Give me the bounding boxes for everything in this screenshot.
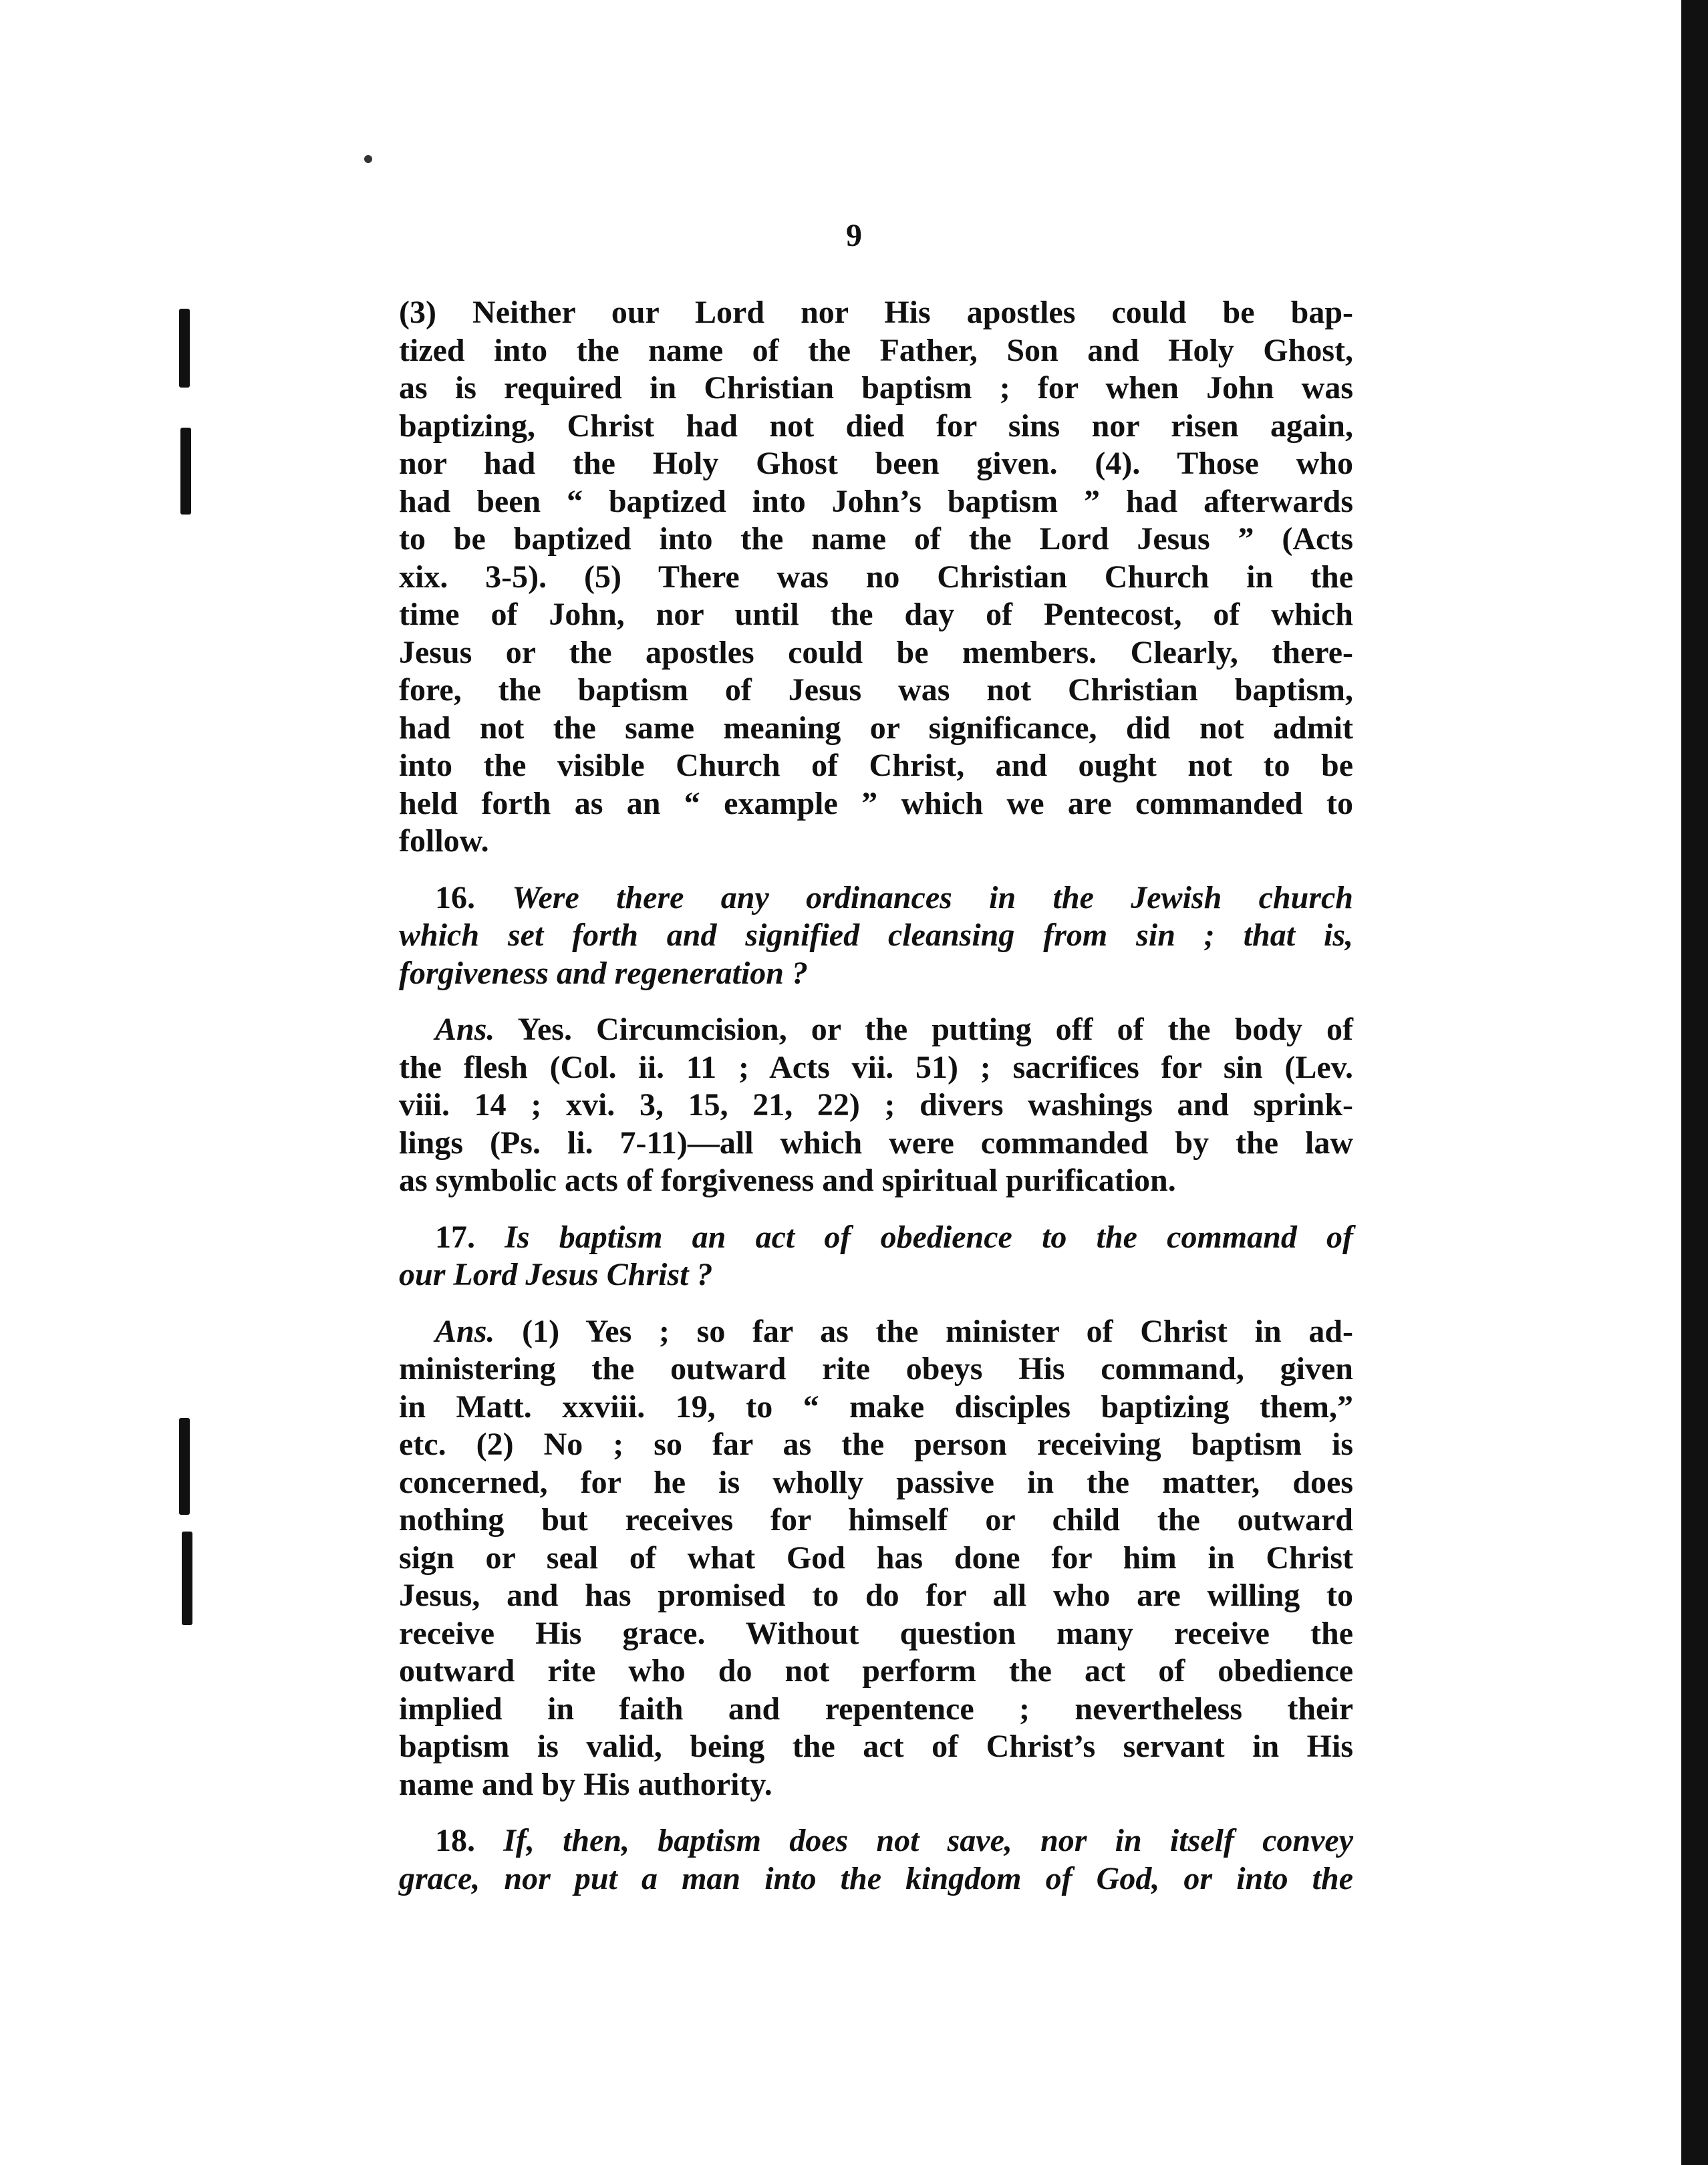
question-number: 18. — [435, 1823, 475, 1858]
text-line: had been “ baptized into John’s baptism ” had afterwards — [399, 483, 1353, 519]
text-line: name and by His authority. — [399, 1766, 772, 1802]
binding-hole-mark — [180, 428, 191, 515]
text-line: nothing but receives for himself or child the outward — [399, 1502, 1353, 1538]
question-text: Were there any ordinances in the Jewish church — [512, 879, 1354, 915]
text-line: time of John, nor until the day of Pentecost, of which — [399, 597, 1353, 632]
text-line: concerned, for he is wholly passive in the matter, does — [399, 1464, 1353, 1500]
question-paragraph — [399, 879, 1353, 993]
text-line — [399, 1313, 1353, 1351]
answer-text: Yes. Circumcision, or the putting off of the body of — [517, 1012, 1353, 1047]
text-line: baptizing, Christ had not died for sins nor risen again, — [399, 408, 1353, 444]
text-line: (3) Neither our Lord nor His apostles could be bap- — [399, 295, 1353, 330]
answer-text: (1) Yes ; so far as the minister of Christ in ad- — [522, 1313, 1353, 1349]
text-line: implied in faith and repentence ; nevertheless their — [399, 1691, 1353, 1727]
text-line — [399, 1219, 1353, 1257]
text-line: follow. — [399, 823, 489, 859]
text-line: to be baptized into the name of the Lord Jesus ” (Acts — [399, 521, 1353, 557]
question-text: Is baptism an act of obedience to the command of — [505, 1219, 1354, 1255]
text-line: as symbolic acts of forgiveness and spiritual purification. — [399, 1163, 1176, 1198]
question-text: our Lord Jesus Christ ? — [399, 1257, 713, 1292]
text-line: outward rite who do not perform the act of obedience — [399, 1653, 1353, 1689]
binding-hole-mark — [179, 309, 190, 388]
question-paragraph — [399, 1822, 1353, 1898]
answer-paragraph — [399, 294, 1353, 861]
text-line — [399, 1822, 1353, 1860]
page-text — [399, 294, 1353, 1898]
text-line: ministering the outward rite obeys His command, given — [399, 1351, 1353, 1387]
question-text: If, then, baptism does not save, nor in itself convey — [503, 1823, 1354, 1858]
binding-hole-mark — [179, 1418, 190, 1515]
text-line: lings (Ps. li. 7-11)—all which were commanded by the law — [399, 1125, 1353, 1161]
text-line: in Matt. xxviii. 19, to “ make disciples baptizing them,” — [399, 1389, 1353, 1425]
text-line: fore, the baptism of Jesus was not Christian baptism, — [399, 672, 1353, 708]
text-line: receive His grace. Without question many receive the — [399, 1615, 1353, 1651]
page-edge — [1681, 0, 1708, 2165]
question-text: which set forth and signified cleansing from sin ; that is, — [399, 917, 1353, 953]
binding-hole-mark — [182, 1532, 192, 1625]
page-number: 9 — [846, 218, 862, 253]
answer-label: Ans. — [435, 1012, 495, 1047]
question-number: 17. — [435, 1219, 475, 1255]
text-line: into the visible Church of Christ, and ought not to be — [399, 748, 1353, 783]
question-text: forgiveness and regeneration ? — [399, 955, 808, 991]
text-line: tized into the name of the Father, Son and Holy Ghost, — [399, 332, 1353, 368]
ink-speck — [364, 155, 372, 163]
question-text: grace, nor put a man into the kingdom of God, or into the — [399, 1860, 1353, 1896]
text-line: viii. 14 ; xvi. 3, 15, 21, 22) ; divers washings and sprink- — [399, 1087, 1353, 1123]
answer-paragraph — [399, 1313, 1353, 1804]
text-line: Jesus, and has promised to do for all who are willing to — [399, 1578, 1353, 1613]
text-line: sign or seal of what God has done for him in Christ — [399, 1540, 1353, 1576]
text-line: the flesh (Col. ii. 11 ; Acts vii. 51) ; sacrifices for sin (Lev. — [399, 1049, 1353, 1085]
text-line: had not the same meaning or significance, did not admit — [399, 710, 1353, 746]
text-line: xix. 3-5). (5) There was no Christian Church in the — [399, 559, 1353, 595]
text-line: etc. (2) No ; so far as the person receiving baptism is — [399, 1427, 1353, 1462]
question-number: 16. — [435, 879, 475, 915]
text-line: held forth as an “ example ” which we are commanded to — [399, 785, 1353, 821]
question-paragraph — [399, 1219, 1353, 1294]
text-line — [399, 1011, 1353, 1049]
text-line: Jesus or the apostles could be members. Clearly, there- — [399, 634, 1353, 670]
text-line: as is required in Christian baptism ; for when John was — [399, 370, 1353, 406]
answer-label: Ans. — [435, 1313, 495, 1349]
text-line: baptism is valid, being the act of Christ’s servant in His — [399, 1729, 1353, 1764]
answer-paragraph — [399, 1011, 1353, 1200]
text-line — [399, 879, 1353, 917]
text-line: nor had the Holy Ghost been given. (4). Those who — [399, 446, 1353, 481]
